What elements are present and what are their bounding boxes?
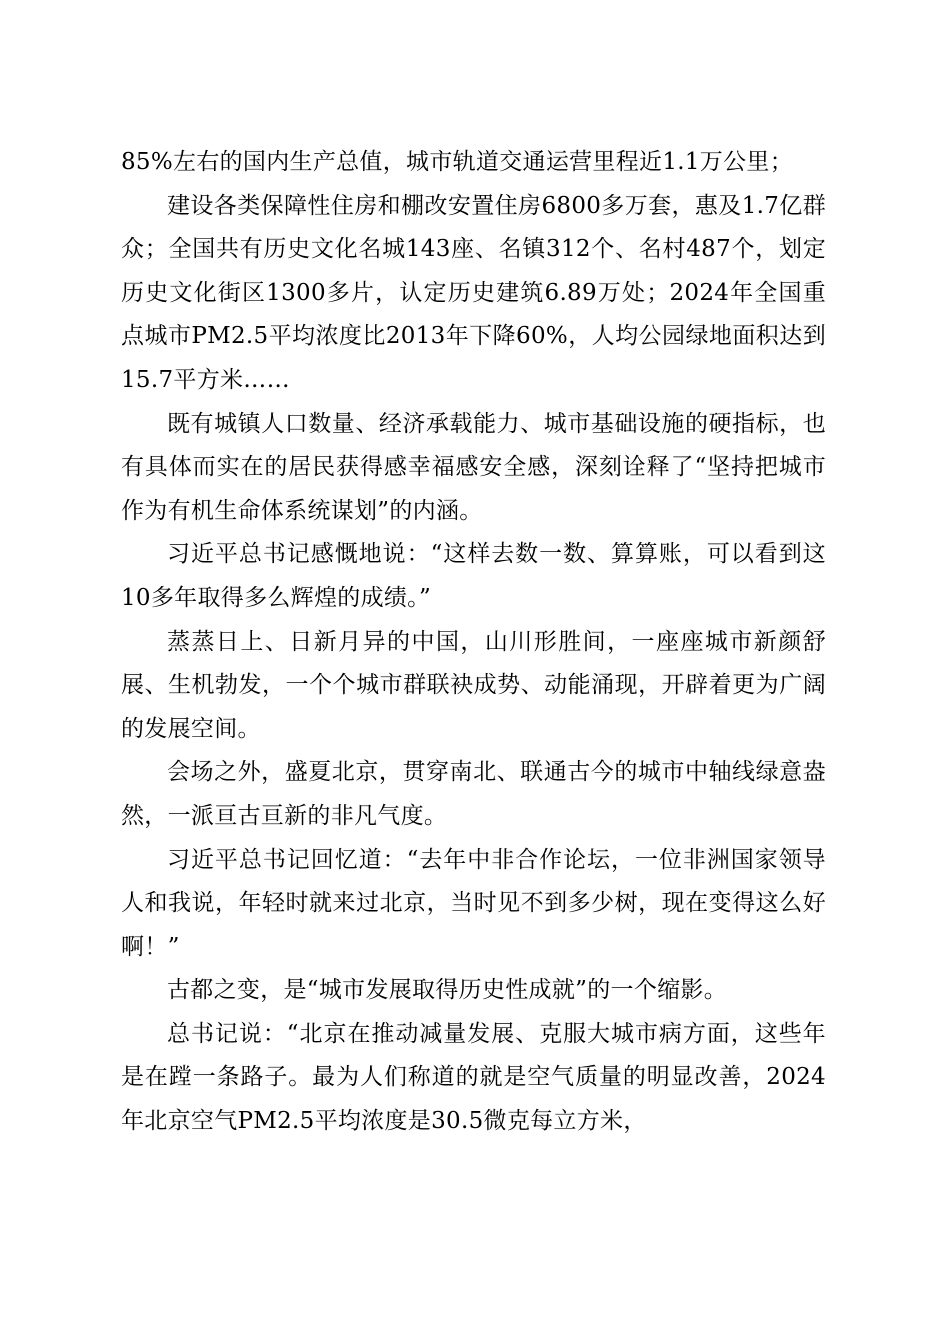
paragraph-5: 蒸蒸日上、日新月异的中国，山川形胜间，一座座城市新颜舒展、生机勃发，一个个城市群联袂成势、动能涌现，开辟着更为广阔的发展空间。	[121, 628, 826, 742]
paragraph-3: 既有城镇人口数量、经济承载能力、城市基础设施的硬指标，也有具体而实在的居民获得感幸福感安全感，深刻诠释了“坚持把城市作为有机生命体系统谋划”的内涵。	[121, 410, 826, 524]
paragraph-1: 85%左右的国内生产总值，城市轨道交通运营里程近1.1万公里；	[121, 149, 793, 175]
paragraph-6: 会场之外，盛夏北京，贯穿南北、联通古今的城市中轴线绿意盎然，一派亘古亘新的非凡气度。	[121, 759, 826, 829]
paragraph-9: 总书记说：“北京在推动减量发展、克服大城市病方面，这些年是在蹚一条路子。最为人们称道的就是空气质量的明显改善，2024年北京空气PM2.5平均浓度是30.5微克每立方米，	[121, 1020, 826, 1135]
article-body	[121, 141, 826, 1144]
paragraph-4: 习近平总书记感慨地说：“这样去数一数、算算账，可以看到这10多年取得多么辉煌的成绩。”	[121, 541, 826, 611]
paragraph-8: 古都之变，是“城市发展取得历史性成就”的一个缩影。	[167, 977, 728, 1004]
paragraph-2: 建设各类保障性住房和棚改安置住房6800多万套，惠及1.7亿群众；全国共有历史文化名城143座、名镇312个、名村487个，划定历史文化街区1300多片，认定历史建筑6.89万处；2024年全国重点城市PM2.5平均浓度比2013年下降60%，人均公园绿地面积达到15.7平方米……	[121, 192, 826, 393]
paragraph-7: 习近平总书记回忆道：“去年中非合作论坛，一位非洲国家领导人和我说，年轻时就来过北京，当时见不到多少树，现在变得这么好啊！”	[121, 846, 826, 960]
